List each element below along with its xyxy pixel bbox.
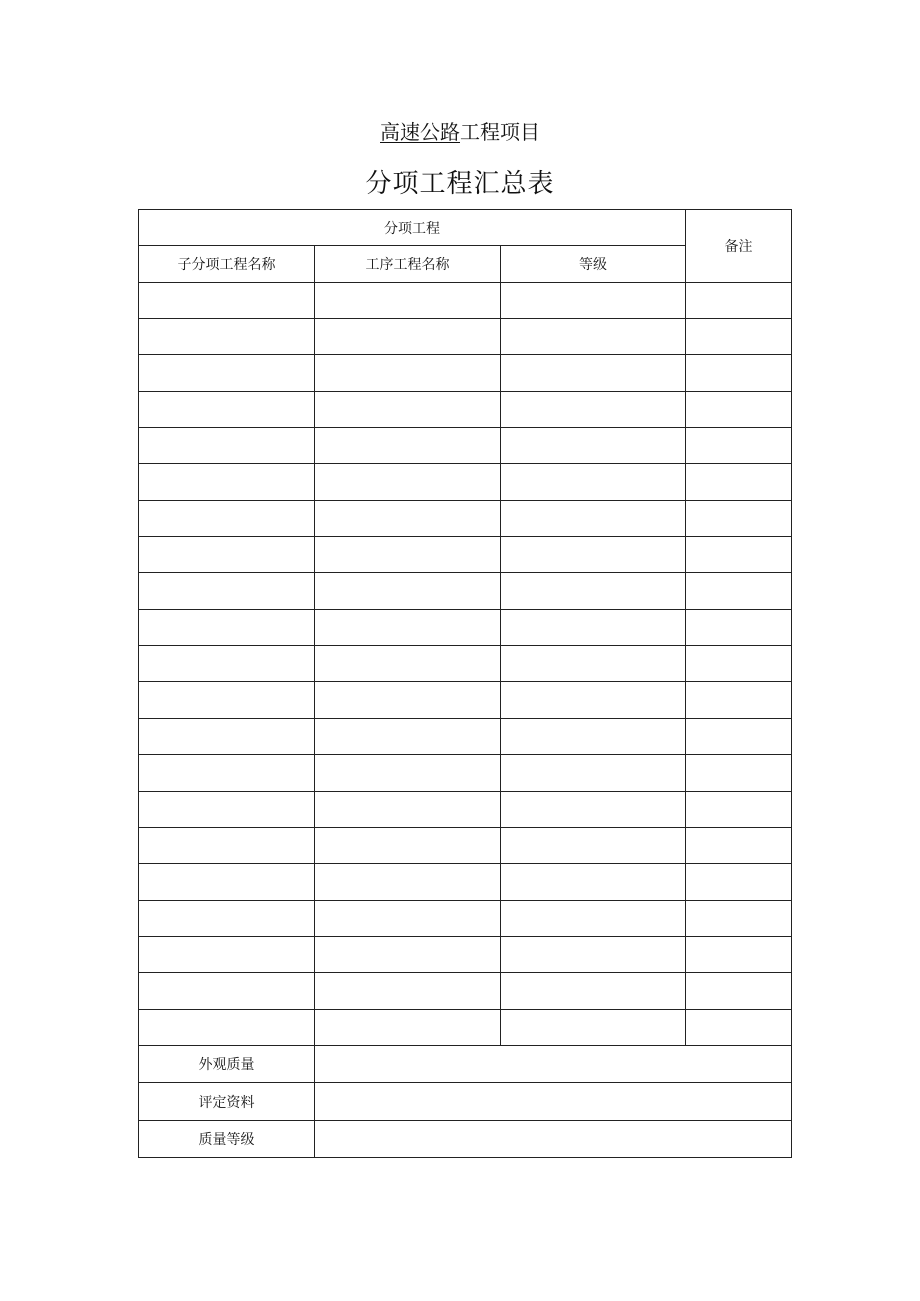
process-name-cell[interactable] xyxy=(315,355,501,391)
grade-cell[interactable] xyxy=(501,464,686,500)
table-row xyxy=(139,282,792,318)
sub-item-cell[interactable] xyxy=(139,573,315,609)
remark-cell[interactable] xyxy=(686,609,792,645)
column-header-process-name: 工序工程名称 xyxy=(315,246,501,282)
remark-cell[interactable] xyxy=(686,464,792,500)
table-row xyxy=(139,609,792,645)
page-title: 分项工程汇总表 xyxy=(365,169,555,199)
remark-cell[interactable] xyxy=(686,864,792,900)
process-name-cell[interactable] xyxy=(315,936,501,972)
table-row xyxy=(139,827,792,863)
sub-item-cell[interactable] xyxy=(139,682,315,718)
sub-item-cell[interactable] xyxy=(139,464,315,500)
sub-item-cell[interactable] xyxy=(139,864,315,900)
sub-item-cell[interactable] xyxy=(139,900,315,936)
sub-item-cell[interactable] xyxy=(139,1009,315,1045)
project-name-underlined: 高速公路 xyxy=(380,120,460,144)
table-row xyxy=(139,464,792,500)
sub-item-cell[interactable] xyxy=(139,319,315,355)
table-row xyxy=(139,755,792,791)
summary-table-body xyxy=(139,210,792,1158)
table-row xyxy=(139,391,792,427)
sub-item-cell[interactable] xyxy=(139,936,315,972)
table-row xyxy=(139,791,792,827)
table-row xyxy=(139,900,792,936)
project-name-line xyxy=(0,118,920,146)
process-name-cell[interactable] xyxy=(315,537,501,573)
grade-cell[interactable] xyxy=(501,609,686,645)
grade-cell[interactable] xyxy=(501,755,686,791)
footer-label: 评定资料 xyxy=(139,1083,315,1121)
footer-row xyxy=(139,1120,792,1158)
sub-item-cell[interactable] xyxy=(139,537,315,573)
process-name-cell[interactable] xyxy=(315,319,501,355)
sub-item-cell[interactable] xyxy=(139,282,315,318)
remark-cell[interactable] xyxy=(686,646,792,682)
process-name-cell[interactable] xyxy=(315,827,501,863)
sub-item-cell[interactable] xyxy=(139,755,315,791)
remark-cell[interactable] xyxy=(686,827,792,863)
remark-cell[interactable] xyxy=(686,500,792,536)
grade-cell[interactable] xyxy=(501,864,686,900)
table-row xyxy=(139,537,792,573)
table-row xyxy=(139,936,792,972)
grade-cell[interactable] xyxy=(501,428,686,464)
process-name-cell[interactable] xyxy=(315,864,501,900)
process-name-cell[interactable] xyxy=(315,718,501,754)
remark-cell[interactable] xyxy=(686,282,792,318)
remark-cell[interactable] xyxy=(686,718,792,754)
process-name-cell[interactable] xyxy=(315,791,501,827)
group-header-cell: 分项工程 xyxy=(139,210,686,246)
table-row xyxy=(139,973,792,1009)
grade-cell[interactable] xyxy=(501,973,686,1009)
grade-cell[interactable] xyxy=(501,1009,686,1045)
grade-cell[interactable] xyxy=(501,319,686,355)
process-name-cell[interactable] xyxy=(315,282,501,318)
table-row xyxy=(139,500,792,536)
column-header-sub-item: 子分项工程名称 xyxy=(139,246,315,282)
remark-cell[interactable] xyxy=(686,936,792,972)
project-name-suffix: 工程项目 xyxy=(460,120,540,144)
table-row xyxy=(139,428,792,464)
process-name-cell[interactable] xyxy=(315,391,501,427)
process-name-cell[interactable] xyxy=(315,682,501,718)
footer-label: 质量等级 xyxy=(139,1120,315,1158)
footer-value[interactable] xyxy=(315,1045,792,1083)
remark-cell[interactable] xyxy=(686,900,792,936)
footer-label: 外观质量 xyxy=(139,1045,315,1083)
remark-cell[interactable] xyxy=(686,1009,792,1045)
sub-item-cell[interactable] xyxy=(139,791,315,827)
sub-item-cell[interactable] xyxy=(139,646,315,682)
remark-cell[interactable] xyxy=(686,319,792,355)
grade-cell[interactable] xyxy=(501,791,686,827)
sub-item-cell[interactable] xyxy=(139,827,315,863)
table-row xyxy=(139,682,792,718)
sub-item-cell[interactable] xyxy=(139,973,315,1009)
remark-cell[interactable] xyxy=(686,791,792,827)
grade-cell[interactable] xyxy=(501,646,686,682)
sub-item-cell[interactable] xyxy=(139,355,315,391)
grade-cell[interactable] xyxy=(501,900,686,936)
remark-cell[interactable] xyxy=(686,355,792,391)
grade-cell[interactable] xyxy=(501,936,686,972)
table-row xyxy=(139,864,792,900)
table-row xyxy=(139,646,792,682)
remark-cell[interactable] xyxy=(686,428,792,464)
remark-cell[interactable] xyxy=(686,682,792,718)
grade-cell[interactable] xyxy=(501,282,686,318)
summary-table xyxy=(138,209,792,1158)
remark-header-cell: 备注 xyxy=(686,210,792,283)
sub-item-cell[interactable] xyxy=(139,428,315,464)
table-row xyxy=(139,1009,792,1045)
table-row xyxy=(139,718,792,754)
grade-cell[interactable] xyxy=(501,391,686,427)
grade-cell[interactable] xyxy=(501,537,686,573)
process-name-cell[interactable] xyxy=(315,755,501,791)
process-name-cell[interactable] xyxy=(315,500,501,536)
process-name-cell[interactable] xyxy=(315,609,501,645)
footer-value[interactable] xyxy=(315,1083,792,1121)
process-name-cell[interactable] xyxy=(315,464,501,500)
process-name-cell[interactable] xyxy=(315,573,501,609)
sub-item-cell[interactable] xyxy=(139,500,315,536)
remark-cell[interactable] xyxy=(686,573,792,609)
header-row-group xyxy=(139,210,792,246)
process-name-cell[interactable] xyxy=(315,1009,501,1045)
column-header-grade: 等级 xyxy=(501,246,686,282)
remark-cell[interactable] xyxy=(686,973,792,1009)
sub-item-cell[interactable] xyxy=(139,609,315,645)
table-row xyxy=(139,573,792,609)
grade-cell[interactable] xyxy=(501,827,686,863)
remark-cell[interactable] xyxy=(686,537,792,573)
footer-row xyxy=(139,1083,792,1121)
sub-item-cell[interactable] xyxy=(139,718,315,754)
process-name-cell[interactable] xyxy=(315,428,501,464)
table-row xyxy=(139,355,792,391)
footer-value[interactable] xyxy=(315,1120,792,1158)
grade-cell[interactable] xyxy=(501,718,686,754)
process-name-cell[interactable] xyxy=(315,973,501,1009)
grade-cell[interactable] xyxy=(501,500,686,536)
sub-item-cell[interactable] xyxy=(139,391,315,427)
process-name-cell[interactable] xyxy=(315,646,501,682)
process-name-cell[interactable] xyxy=(315,900,501,936)
remark-cell[interactable] xyxy=(686,391,792,427)
grade-cell[interactable] xyxy=(501,573,686,609)
grade-cell[interactable] xyxy=(501,355,686,391)
grade-cell[interactable] xyxy=(501,682,686,718)
table-row xyxy=(139,319,792,355)
remark-cell[interactable] xyxy=(686,755,792,791)
footer-row xyxy=(139,1045,792,1083)
